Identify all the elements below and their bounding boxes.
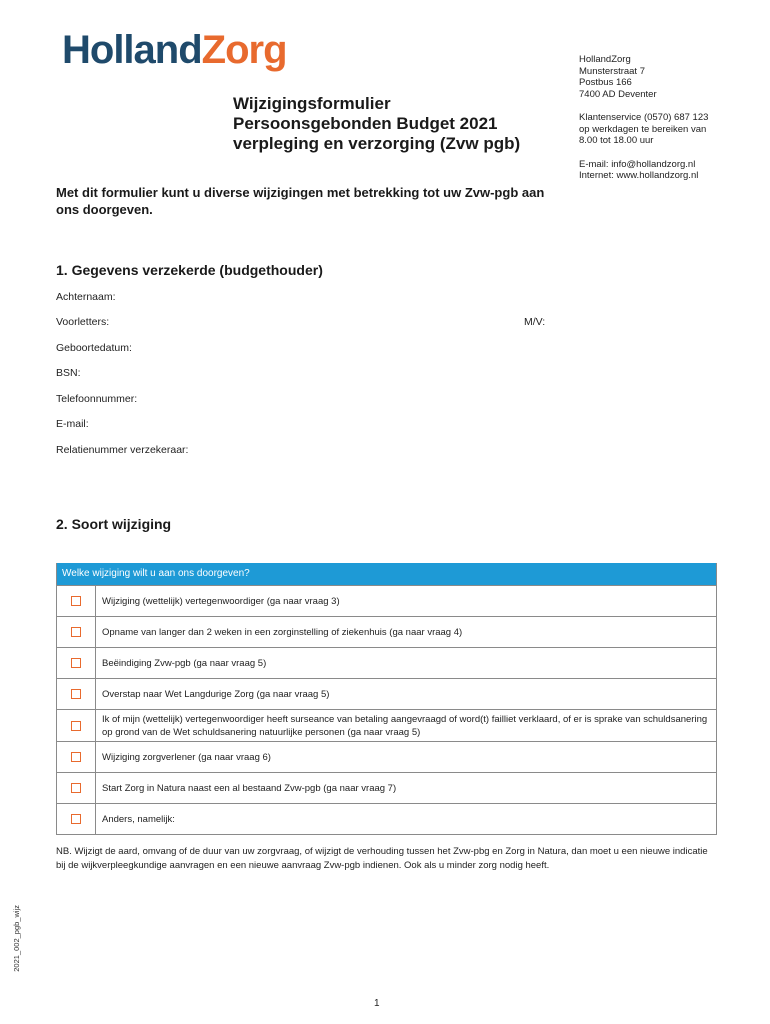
contact-service-hours-2: 8.00 tot 18.00 uur [579,135,654,146]
contact-email: E-mail: info@hollandzorg.nl [579,158,696,170]
table-row [57,647,716,678]
option-checkbox[interactable] [71,752,81,762]
option-checkbox[interactable] [71,814,81,824]
table-row [57,741,716,772]
table-row [57,678,716,709]
title-line-1: Wijzigingsformulier [233,94,391,113]
gender-label: M/V: [524,316,546,328]
option-label: Overstap naar Wet Langdurige Zorg (ga naar vraag 5) [102,688,330,700]
option-label: Wijziging (wettelijk) vertegenwoordiger (ga naar vraag 3) [102,595,340,607]
logo-part-zorg: Zorg [201,28,287,72]
document-code: 2021_002_pgb_wijz [12,905,21,972]
contact-street: Munsterstraat 7 [579,65,645,77]
option-checkbox[interactable] [71,596,81,606]
option-checkbox[interactable] [71,658,81,668]
table-header: Welke wijziging wilt u aan ons doorgeven? [57,563,716,585]
contact-name: HollandZorg [579,54,631,65]
section-2-heading: 2. Soort wijziging [56,516,172,532]
nb-note: NB. Wijzigt de aard, omvang of de duur van uw zorgvraag, of wijzigt de verhouding tussen het Zvw-pbg en Zorg in Natura, dan moet u een nieuwe indicatie bij de wijkverpleegkundige aanvragen en een nieuwe aanvraag Zvw-pgb indienen. Ook als u minder zorg nodig heeft. [56,846,708,871]
telefoon-label: Telefoonnummer: [56,393,138,405]
page-number: 1 [374,998,380,1009]
contact-city: 7400 AD Deventer [579,88,657,100]
table-row [57,772,716,803]
logo-part-holland: Holland [62,28,202,72]
table-row [57,585,716,616]
contact-service: Klantenservice (0570) 687 123 [579,112,709,123]
option-checkbox[interactable] [71,689,81,699]
option-checkbox[interactable] [71,783,81,793]
relatienummer-label: Relatienummer verzekeraar: [56,444,189,456]
intro-text: Met dit formulier kunt u diverse wijzigingen met betrekking tot uw Zvw-pgb aan ons doorgeven. [56,185,545,217]
contact-internet: Internet: www.hollandzorg.nl [579,170,699,181]
hollandzorg-logo [62,28,287,72]
geboortedatum-label: Geboortedatum: [56,342,132,354]
option-checkbox[interactable] [71,627,81,637]
option-label: Opname van langer dan 2 weken in een zorginstelling of ziekenhuis (ga naar vraag 4) [102,626,463,638]
option-checkbox[interactable] [71,721,81,731]
contact-block [579,54,759,182]
contact-postbus: Postbus 166 [579,77,632,88]
achternaam-label: Achternaam: [56,291,116,303]
table-row [57,803,716,834]
change-type-table [56,563,717,835]
option-label: Beëindiging Zvw-pgb (ga naar vraag 5) [102,657,267,669]
option-label: Wijziging zorgverlener (ga naar vraag 6) [102,751,271,763]
form-title [233,94,553,154]
email-label: E-mail: [56,418,89,430]
title-line-2: Persoonsgebonden Budget 2021 [233,114,498,133]
option-label: Start Zorg in Natura naast een al bestaand Zvw-pgb (ga naar vraag 7) [102,782,397,794]
voorletters-label: Voorletters: [56,316,110,328]
table-row [57,709,716,741]
contact-service-hours-1: op werkdagen te bereiken van [579,123,707,135]
bsn-label: BSN: [56,367,81,379]
option-label: Ik of mijn (wettelijk) vertegenwoordiger heeft surseance van betaling aangevraagd of word(t) failliet verklaard, of er is sprake van schuldsanering op grond van de Wet schuldsanering natuurlijke personen (ga naar vraag 5) [102,713,708,738]
title-line-3: verpleging en verzorging (Zvw pgb) [233,134,521,153]
section-1-heading: 1. Gegevens verzekerde (budgethouder) [56,262,323,278]
table-row [57,616,716,647]
option-label: Anders, namelijk: [102,813,175,825]
